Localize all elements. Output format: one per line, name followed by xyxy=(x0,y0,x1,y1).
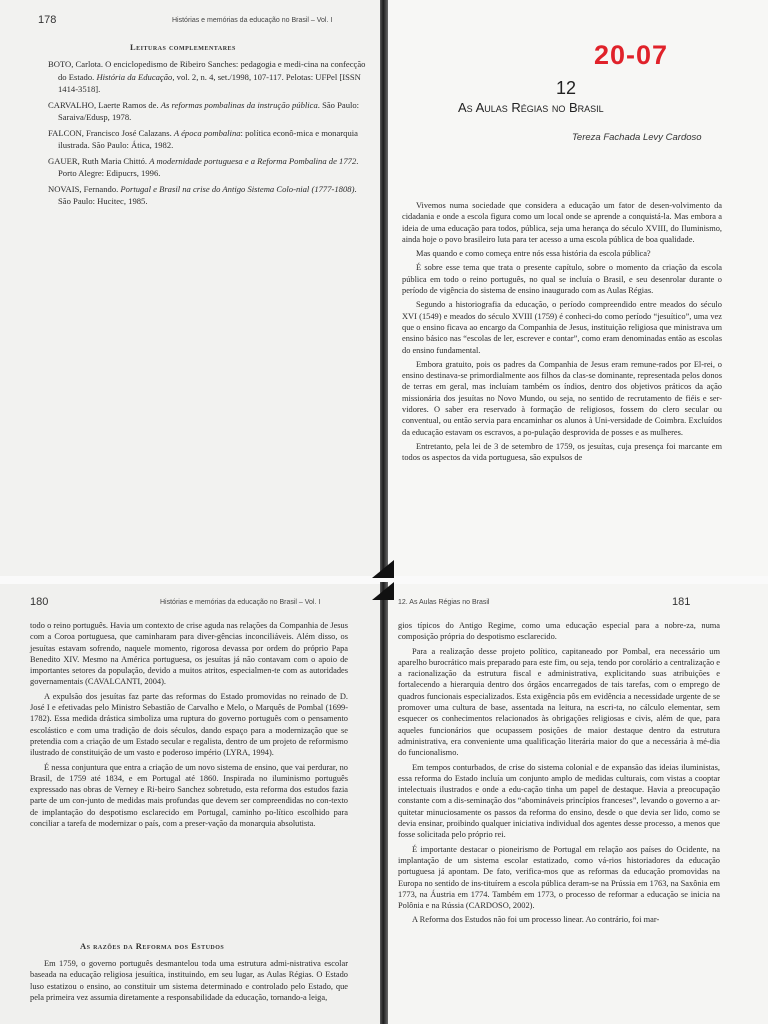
paragraph: Em tempos conturbados, de crise do sistema colonial e de expansão das ideias iluministas, essa reforma do Estado incluía um conjunto amplo de medidas culturais, com vistas a cooptar intelectuais ilustrados e onde a edu-cação tinha um papel de destaque. Havia a preocupação constante com a dis-seminação dos “abomináveis princípios franceses”, levando o governo a ar-quitetar minuciosamente os passos da reforma do ensino, desde o que devia ser lido, como se devia ensinar, proibindo qualquer iniciativa individual dos agentes desse processo, a menos que fosse solicitada pelo próprio rei. xyxy=(398,762,720,840)
chapter-number: 12 xyxy=(556,78,577,98)
paragraph: Em 1759, o governo português desmantelou toda uma estrutura admi-nistrativa escolar baseada na educação religiosa jesuítica, instituindo, em seu lugar, as Aulas Régias. O Estado luso estatizou o ensino, ao constituir um sistema determinado e controlado pelo Estado, que pela primeira vez assumia diretamente a responsabilidade da educação, tornando-a leiga, xyxy=(30,959,348,1002)
reference-details: , vol. 2, n. 4, set./1998, 107-117. Pelotas: UFPel [ISSN 1414-3518]. xyxy=(58,71,361,94)
paragraph: todo o reino português. Havia um contexto de crise aguda nas relações da Companhia de Jesus com a Coroa portuguesa, que caminharam para diver-gências inconciliáveis. Além disso, os jesuítas estavam sofrendo, naquele momento, rigorosa devassa por ordem do próprio Papa Benedito XIV. Mesmo na América portuguesa, os jesuítas já não contavam com o apoio de importantes setores da população, devido a muitos atritos, especialmen-te com as autoridades governamentais (CAVALCANTI, 2004). xyxy=(30,621,348,687)
running-head: 12. As Aulas Régias no Brasil xyxy=(398,599,490,606)
paragraph: Embora gratuito, pois os padres da Companhia de Jesus eram remune-rados por El-rei, o ensino destinava-se primordialmente aos filhos da clas-se dominante, representada pelos donos de terras em geral, mas incluíam também os índios, dentro dos objetivos práticos da ação missionária dos jesuítas no Novo Mundo, ou seja, no sentido de recrutamento de fiéis e ser-vidores. O saber era reservado à formação de religiosos, fossem do clero secular ou conventual, ou então servia para encaminhar os alunos à Uni-versidade de Coimbra. Excluídos da educação estavam os escravos, a po-pulação desprovida de posses e as mulheres. xyxy=(402,359,722,437)
reference-details: . Porto Alegre: Edipucrs, 1996. xyxy=(58,155,359,178)
reference-author: GAUER, Ruth Maria Chittó. xyxy=(48,155,150,166)
paragraph: Entretanto, pela lei de 3 de setembro de 1759, os jesuítas, cuja presença foi marcante em todos os aspectos da vida portuguesa, são expulsos de xyxy=(402,441,722,463)
reference-title: História da Educação xyxy=(96,71,173,82)
reference-item xyxy=(48,99,370,124)
reference-details: : política econô-mica e monarquia ilustrada. São Paulo: Ática, 1982. xyxy=(58,127,358,150)
reference-title: Portugal e Brasil na crise do Antigo Sistema Colo-nial (1777-1808) xyxy=(120,183,355,194)
book-gutter-bottom xyxy=(380,582,388,1024)
page-181-body xyxy=(398,620,720,929)
paragraph: É nessa conjuntura que entra a criação de um novo sistema de ensino, que vai perdurar, no Brasil, de 1759 até 1834, e em Portugal até 1860. Inspirada no iluminismo português expressado nas obras de Verney e Ri-beiro Sanchez sobretudo, esta reforma dos estudos fazia parte de um con-junto de medidas mais profundas que devem ser compreendidas no con-texto de implantação do despotismo esclarecido em Portugal, caminho po-lítico escolhido para conciliar a tarefa de modernizar o país, com a preser-vação da monarquia absolutista. xyxy=(30,762,348,829)
reference-details: . São Paulo: Hucitec, 1985. xyxy=(58,183,357,206)
page-number: 181 xyxy=(672,596,691,608)
reference-list xyxy=(48,58,370,211)
paragraph: É sobre esse tema que trata o presente capítulo, sobre o momento da criação da escola pública em todo o reino português, no qual se incluía o Brasil, e seu desenrolar durante o período de vigência do sistema de ensino inaugurado com as Aulas Régias. xyxy=(402,263,722,296)
paragraph: Mas quando e como começa entre nós essa história da escola pública? xyxy=(416,249,651,259)
page-181 xyxy=(386,582,768,1024)
paragraph: Vivemos numa sociedade que considera a educação um fator de desen-volvimento da cidadania e onde a escola figura como um local onde se aprende a conquistá-la. Mas embora a ideia de uma educação para todos, pública, seja uma herança do século XVIII, do Iluminismo, ainda hoje o povo brasileiro luta para ter acesso a uma escola pública de boa qualidade. xyxy=(402,201,722,244)
chapter-opening-page xyxy=(386,0,768,578)
reference-author: FALCON, Francisco José Calazans. xyxy=(48,127,174,138)
page-180-body-continued xyxy=(30,958,348,1006)
page-178 xyxy=(0,0,383,578)
chapter-body xyxy=(402,200,722,467)
reference-item xyxy=(48,183,370,208)
running-head: Histórias e memórias da educação no Brasil – Vol. I xyxy=(160,599,321,606)
page-180-body xyxy=(30,620,348,832)
section-heading: As razões da Reforma dos Estudos xyxy=(80,941,225,951)
section-heading: Leituras complementares xyxy=(130,42,236,52)
paragraph: Segundo a historiografia da educação, o período compreendido entre meados do século XVI (1549) e meados do século XVIII (1759) é conheci-do como período “jesuítico”, uma vez que o ensino ficava ao encargo da Companhia de Jesus, instituição religiosa que ministrava um ensino básico nas “escolas de ler, escrever e contar”, como eram denominadas então as escolas do ensino fundamental. xyxy=(402,300,722,355)
paragraph: A expulsão dos jesuítas faz parte das reformas do Estado promovidas no reinado de D. José I e efetivadas pelo Ministro Sebastião de Carvalho e Melo, o Marquês de Pombal (1699-1782). Essa medida drástica simboliza uma ruptura do governo português com o pensamento escolástico e com uma tradição de dois séculos, dando espaço para a modernização que se pretendia com a criação de um Estado secular e regalista, dentro de um projeto de reformismo ilustrado de constituição de um vasto e poderoso império (LYRA, 1994). xyxy=(30,691,348,758)
page-180 xyxy=(0,582,383,1024)
reference-author: NOVAIS, Fernando. xyxy=(48,183,121,194)
reference-item xyxy=(48,155,370,180)
reference-title: A época pombalina xyxy=(173,127,241,138)
reference-title: As reformas pombalinas da instrução pública xyxy=(160,99,318,110)
handwritten-note: 20-07 xyxy=(594,40,669,70)
reference-item xyxy=(48,127,370,152)
page-number: 180 xyxy=(30,596,49,608)
reference-title: A modernidade portuguesa e a Reforma Pombalina de 1772 xyxy=(149,155,357,166)
paragraph: A Reforma dos Estudos não foi um processo linear. Ao contrário, foi mar- xyxy=(412,915,660,925)
reference-author: BOTO, Carlota. O enciclopedismo de Ribeiro Sanches: pedagogia e medi-cina na confecção do Estado. xyxy=(48,59,366,82)
book-gutter-top xyxy=(380,0,388,578)
paragraph: gios típicos do Antigo Regime, como uma educação especial para a nobre-za, numa composição própria do despotismo esclarecido. xyxy=(398,621,720,642)
paragraph: Para a realização desse projeto político, capitaneado por Pombal, era necessário um aparelho burocrático mais preparado para este fim, ou seja, tendo por corolário a centralização e a racionalização da estrutura fiscal e administrativa, explicitando suas atribuições e fortalecendo a hierarquia dentro dos órgãos encarregados de tais tarefas, com o emprego de quadros funcionais especializados. Esta exigência pôs em evidência a necessidade urgente de se promover uma cultura de base, assentada na leitura, na escri-ta, no cálculo elementar, sem esquecer os conhecimentos relacionados às obrigações religiosas e civis, além de que, para aqueles funcionários que ocupassem posições de maior destaque dentro da estrutura administrativa, era conveniente uma qualificação literária maior do que a necessária à mé-dia do funcionalismo. xyxy=(398,646,720,758)
chapter-author: Tereza Fachada Levy Cardoso xyxy=(572,132,702,143)
reference-author: CARVALHO, Laerte Ramos de. xyxy=(48,99,161,110)
reference-item xyxy=(48,58,370,96)
chapter-title: As Aulas Régias no Brasil xyxy=(458,100,604,115)
paragraph: É importante destacar o pioneirismo de Portugal em relação aos países do Ocidente, na implantação de um sistema escolar estatizado, como vá-rios historiadores da educação portuguesa já apontam. De fato, verifica-mos que as reformas da educação promovidas na Europa no sentido de ins-tituírem a escola pública deram-se na Prússia em 1763, na Saxônia em 1773, na Áustria em 1774. Também em 1773, o processo de reformar a educação se inicia na Polônia e na Rússia (CARDOSO, 2002). xyxy=(398,844,720,911)
page-number: 178 xyxy=(38,14,57,26)
reference-details: . São Paulo: Saraiva/Edusp, 1978. xyxy=(58,99,360,122)
running-head: Histórias e memórias da educação no Brasil – Vol. I xyxy=(172,17,333,24)
